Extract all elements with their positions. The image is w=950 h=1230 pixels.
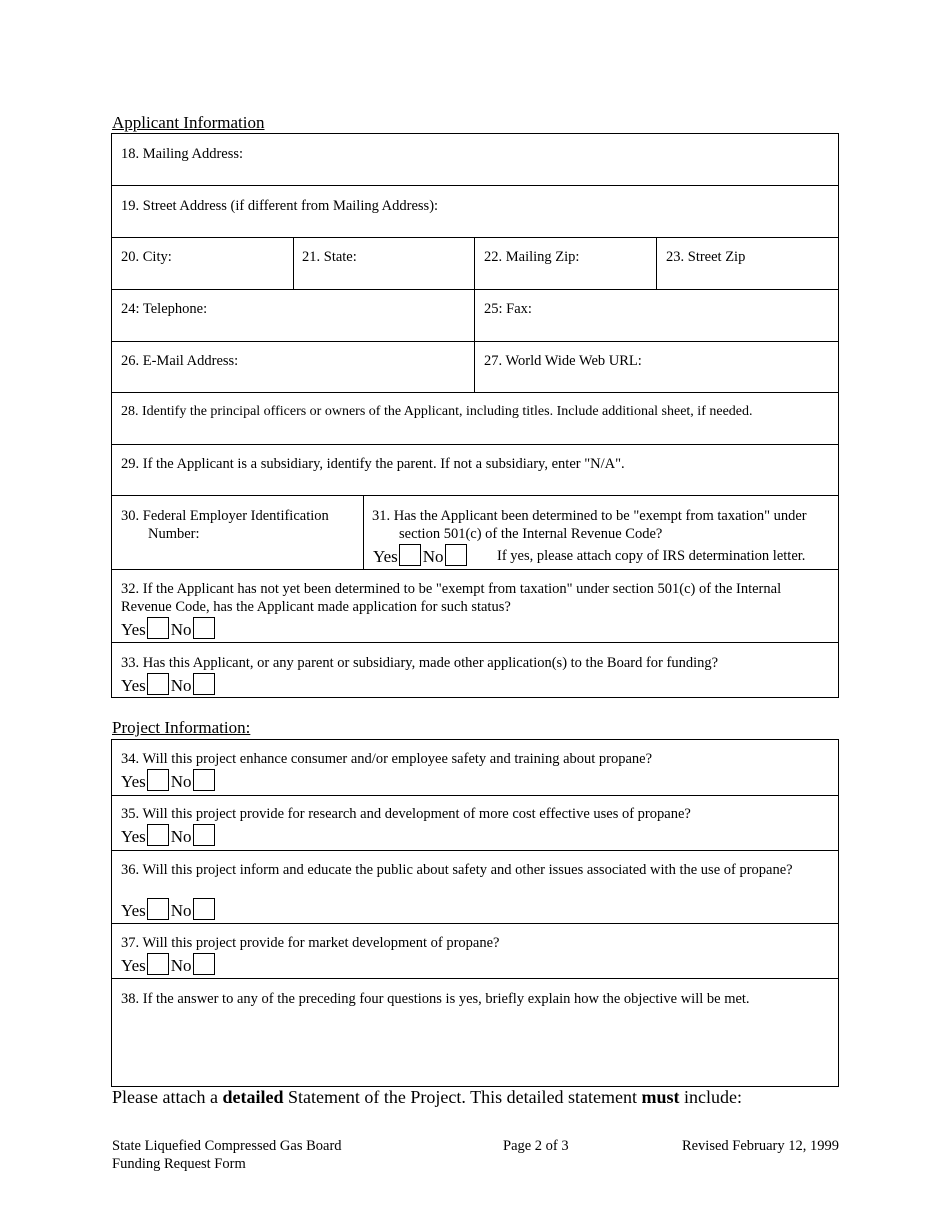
- footer-org: [112, 1137, 342, 1173]
- yes-label: Yes: [121, 620, 146, 639]
- footer-page-number: Page 2 of 3: [503, 1138, 569, 1154]
- q34-yes-checkbox[interactable]: [147, 769, 169, 791]
- q32-application-label: 32. If the Applicant has not yet been determined to be "exempt from taxation" under section 501(c) of the Internal Revenue Code, has the Applicant made application for such status?: [121, 581, 782, 615]
- no-label: No: [170, 772, 192, 791]
- q30-fein-label: 30. Federal Employer Identification Number:: [121, 508, 329, 542]
- yes-label: Yes: [121, 772, 146, 791]
- no-label: No: [170, 901, 192, 920]
- q38-answer-area[interactable]: [121, 1012, 827, 1080]
- yes-label: Yes: [121, 901, 146, 920]
- q32-yes-no: [121, 617, 217, 640]
- q20-city-label: 20. City:: [121, 249, 172, 265]
- footer-org-line1: State Liquefied Compressed Gas Board: [112, 1138, 342, 1154]
- q35-no-checkbox[interactable]: [193, 824, 215, 846]
- yes-label: Yes: [121, 827, 146, 846]
- q31-exempt-label: 31. Has the Applicant been determined to be "exempt from taxation" under section 501(c) of the Internal Revenue Code?: [372, 508, 807, 542]
- yes-label: Yes: [373, 547, 398, 566]
- q26-email-label: 26. E-Mail Address:: [121, 353, 239, 369]
- q31-note: If yes, please attach copy of IRS determination letter.: [497, 548, 806, 564]
- q33-other-applications-label: 33. Has this Applicant, or any parent or subsidiary, made other application(s) to the Board for funding?: [121, 655, 719, 671]
- q31-yes-no: [373, 544, 469, 567]
- q34-no-checkbox[interactable]: [193, 769, 215, 791]
- q33-no-checkbox[interactable]: [193, 673, 215, 695]
- q35-yes-checkbox[interactable]: [147, 824, 169, 846]
- no-label: No: [422, 547, 444, 566]
- yes-label: Yes: [121, 676, 146, 695]
- q36-educate-label: 36. Will this project inform and educate the public about safety and other issues associated with the use of propane?: [121, 862, 793, 878]
- note-bold-must: must: [641, 1087, 680, 1107]
- note-text-2: Statement of the Project. This detailed statement: [283, 1087, 642, 1107]
- q33-yes-checkbox[interactable]: [147, 673, 169, 695]
- note-bold-detailed: detailed: [222, 1087, 284, 1107]
- yes-label: Yes: [121, 956, 146, 975]
- q23-street-zip-label: 23. Street Zip: [666, 249, 746, 265]
- q36-yes-checkbox[interactable]: [147, 898, 169, 920]
- q37-yes-no: [121, 953, 217, 976]
- q19-street-address-label: 19. Street Address (if different from Mailing Address):: [121, 198, 439, 214]
- no-label: No: [170, 956, 192, 975]
- no-label: No: [170, 676, 192, 695]
- q22-mailing-zip-label: 22. Mailing Zip:: [484, 249, 580, 265]
- note-text-3: include:: [679, 1087, 743, 1107]
- q37-no-checkbox[interactable]: [193, 953, 215, 975]
- project-info-table: [111, 739, 839, 1087]
- q18-mailing-address-label: 18. Mailing Address:: [121, 146, 244, 162]
- q36-yes-no: [121, 898, 217, 921]
- q29-parent-label: 29. If the Applicant is a subsidiary, identify the parent. If not a subsidiary, enter "N/A".: [121, 456, 625, 472]
- q33-yes-no: [121, 673, 217, 696]
- q37-market-label: 37. Will this project provide for market development of propane?: [121, 935, 500, 951]
- q35-research-label: 35. Will this project provide for research and development of more cost effective uses of propane?: [121, 806, 691, 822]
- q31-no-checkbox[interactable]: [445, 544, 467, 566]
- q31-yes-checkbox[interactable]: [399, 544, 421, 566]
- note-text-1: Please attach a: [112, 1087, 223, 1107]
- q32-yes-checkbox[interactable]: [147, 617, 169, 639]
- q27-url-label: 27. World Wide Web URL:: [484, 353, 642, 369]
- q37-yes-checkbox[interactable]: [147, 953, 169, 975]
- q24-telephone-label: 24: Telephone:: [121, 301, 208, 317]
- applicant-info-table: [111, 133, 839, 698]
- project-section-title: Project Information:: [112, 718, 251, 737]
- q38-explain-label: 38. If the answer to any of the preceding four questions is yes, briefly explain how the objective will be met.: [121, 991, 750, 1007]
- q36-no-checkbox[interactable]: [193, 898, 215, 920]
- q21-state-label: 21. State:: [302, 249, 357, 265]
- q25-fax-label: 25: Fax:: [484, 301, 532, 317]
- q32-no-checkbox[interactable]: [193, 617, 215, 639]
- footer-org-line2: Funding Request Form: [112, 1156, 246, 1172]
- q34-yes-no: [121, 769, 217, 792]
- q35-yes-no: [121, 824, 217, 847]
- footer-revised-date: Revised February 12, 1999: [681, 1138, 839, 1154]
- q34-safety-label: 34. Will this project enhance consumer and/or employee safety and training about propane?: [121, 751, 653, 767]
- no-label: No: [170, 620, 192, 639]
- applicant-section-title: Applicant Information: [112, 113, 265, 132]
- no-label: No: [170, 827, 192, 846]
- q28-officers-label: 28. Identify the principal officers or owners of the Applicant, including titles. Include additional sheet, if needed.: [121, 404, 753, 419]
- attach-statement-note: [112, 1087, 742, 1108]
